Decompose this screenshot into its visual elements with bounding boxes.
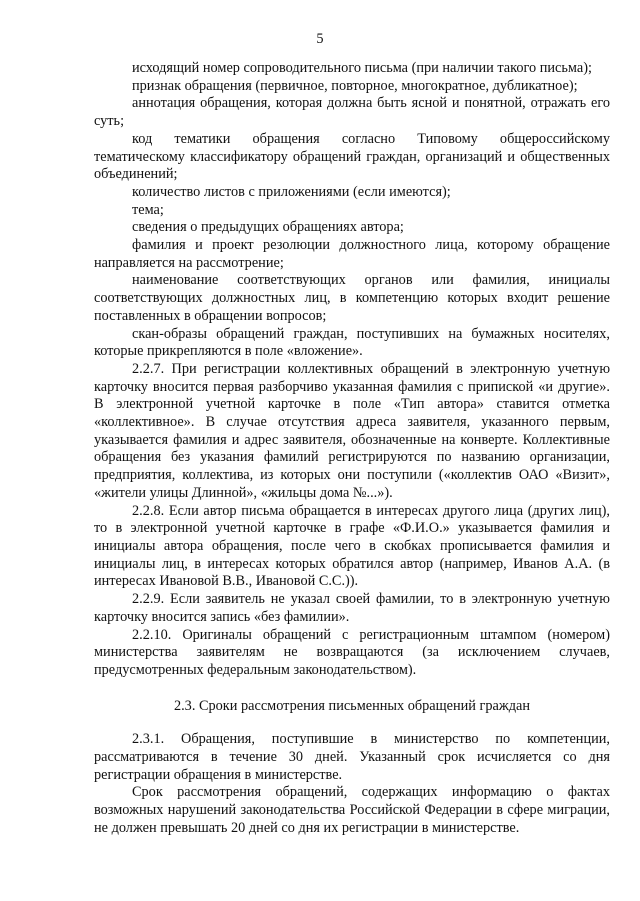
paragraph-responsible-bodies: наименование соответствующих органов или фамилия, инициалы соответствующих должностных лиц, в компетенцию которых входит решение поставленных в обращении вопросов;	[94, 272, 610, 324]
paragraph-migration-term: Срок рассмотрения обращений, содержащих информацию о фактах возможных нарушений законодательства Российской Федерации в сфере миграции, не должен превышать 20 дней со дня их регистрации в министерстве.	[94, 784, 610, 836]
paragraph-2-2-10: 2.2.10. Оригиналы обращений с регистрационным штампом (номером) министерства заявителям не возвращаются (за исключением случаев, предусмотренных федеральным законодательством).	[94, 626, 610, 678]
paragraph-previous-appeals: сведения о предыдущих обращениях автора;	[132, 219, 404, 236]
paragraph-resolution: фамилия и проект резолюции должностного лица, которому обращение направляется на рассмотрение;	[94, 237, 610, 271]
paragraph-sheet-count: количество листов с приложениями (если имеются);	[132, 183, 451, 200]
paragraph-2-2-8: 2.2.8. Если автор письма обращается в интересах другого лица (других лиц), то в электронной учетной карточке в графе «Ф.И.О.» указывается фамилия и инициалы автора обращения, после чего в скобках прописывается фамилия и инициалы лиц, в интересах которых обратился автор (например, Иванов А.А. (в интересах Ивановой В.В., Ивановой С.С.)).	[94, 502, 610, 590]
paragraph-topic-code: код тематики обращения согласно Типовому общероссийскому тематическому классификатору обращений граждан, организаций и общественных объединений;	[94, 130, 610, 183]
document-body	[94, 60, 610, 838]
paragraph-topic: тема;	[132, 201, 164, 218]
paragraph-2-2-9: 2.2.9. Если заявитель не указал своей фамилии, то в электронную учетную карточку вносится запись «без фамилии».	[94, 591, 610, 625]
paragraph-2-3-1: 2.3.1. Обращения, поступившие в министерство по компетенции, рассматриваются в течение 30 дней. Указанный срок исчисляется со дня регистрации обращения в министерстве.	[94, 731, 610, 783]
section-heading: 2.3. Сроки рассмотрения письменных обращений граждан	[173, 697, 531, 714]
paragraph-outgoing-number: исходящий номер сопроводительного письма (при наличии такого письма);	[132, 60, 592, 76]
page-number: 5	[316, 31, 324, 47]
paragraph-2-2-7: 2.2.7. При регистрации коллективных обращений в электронную учетную карточку вносится первая разборчиво указанная фамилия с припиской «и другие». В электронной учетной карточке в поле «Тип автора» ставится отметка «коллективное». В случае отсутствия адреса заявителя, указанного первым, указывается фамилия и адрес заявителя, обозначенные на конверте. Коллективные обращения без указания фамилий регистрируются по названию организации, предприятия, коллектива, из которых они поступили («коллектив ОАО «Визит», «жители улицы Длинной», «жильцы дома №...»).	[94, 360, 610, 501]
paragraph-scanned-images: скан-образы обращений граждан, поступивших на бумажных носителях, которые прикрепляются в поле «вложение».	[94, 325, 610, 360]
paragraph-annotation: аннотация обращения, которая должна быть ясной и понятной, отражать его суть;	[94, 95, 610, 130]
paragraph-appeal-attribute: признак обращения (первичное, повторное, многократное, дубликатное);	[132, 77, 578, 94]
